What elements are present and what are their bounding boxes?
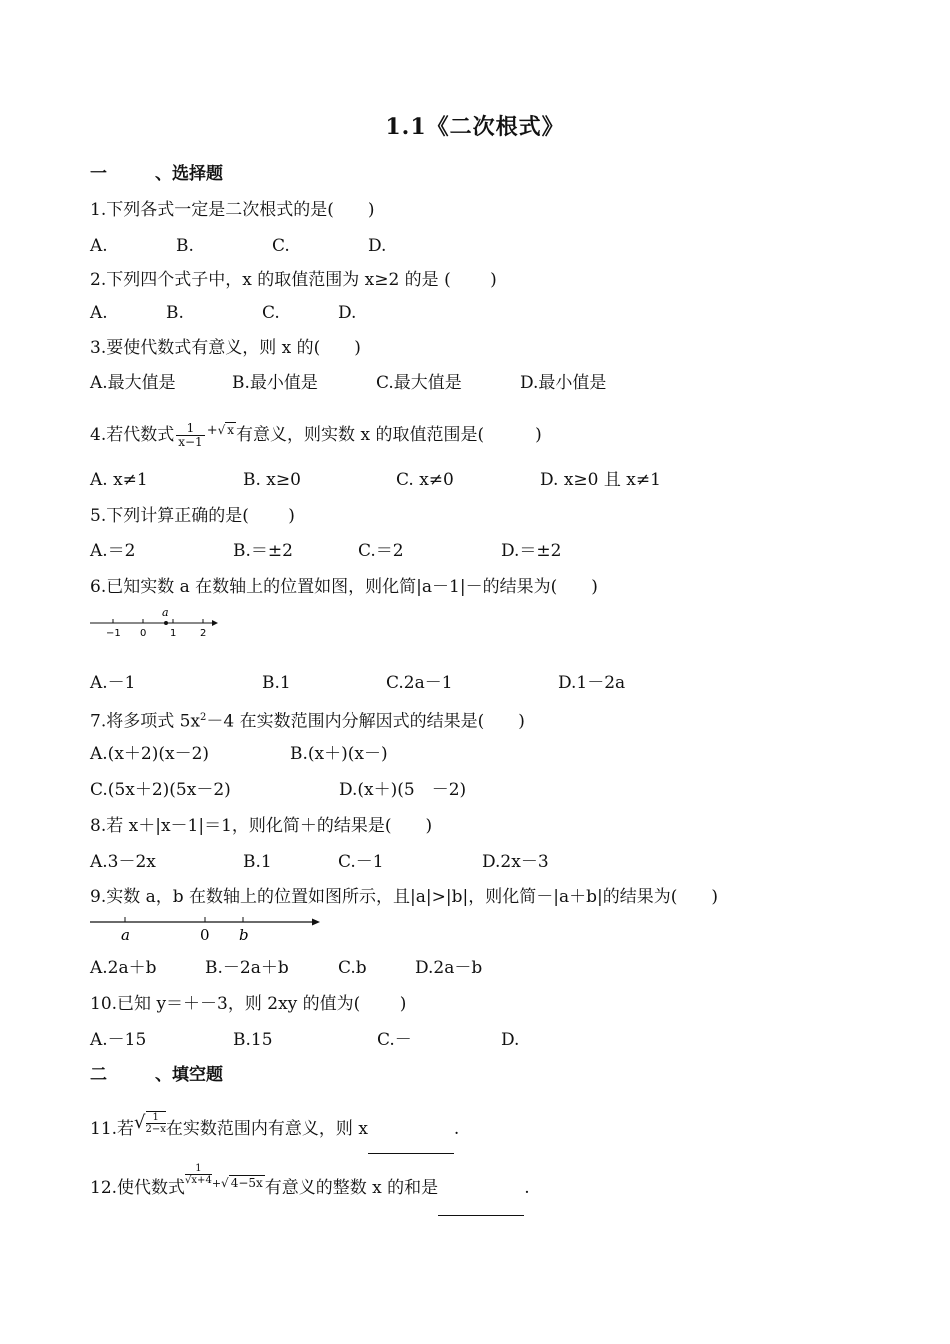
option-b[interactable]: B. [176,236,194,256]
option-d[interactable]: D.(x＋)(5 －2) [339,780,467,800]
option-b[interactable]: B.1 [262,673,291,693]
question-4-prefix: 4.若代数式 [90,425,175,445]
answer-blank[interactable] [438,1199,524,1216]
square-root: √ 4−5x [221,1176,263,1190]
option-b[interactable]: B.15 [233,1030,273,1050]
section-number: 二 [90,1065,107,1085]
option-b[interactable]: B.(x＋)(x－) [290,744,388,764]
option-d[interactable]: D. [368,236,387,256]
option-b[interactable]: B.最小值是 [232,373,318,393]
question-12-suffix: 有意义的整数 x 的和是 [264,1178,439,1198]
tick-label: 0 [140,628,147,639]
fraction-numerator: 1 [195,1163,202,1174]
option-a[interactable]: A.最大值是 [90,373,176,393]
question-11-end: . [453,1119,460,1139]
number-line-figure-2 [88,910,328,946]
section-heading-choice [90,163,223,185]
fraction [185,1163,212,1186]
question-3: 3.要使代数式有意义，则 x 的( ) [90,338,361,358]
option-d[interactable]: D. x≥0 且 x≠1 [540,470,661,490]
option-a[interactable]: A. [90,303,108,323]
option-b[interactable]: B. [166,303,184,323]
tick-label: 1 [170,628,177,639]
fraction [146,1111,166,1135]
option-b[interactable]: B. x≥0 [243,470,301,490]
option-d[interactable]: D.2x－3 [482,852,549,872]
option-a[interactable]: A.3－2x [90,852,156,872]
option-a[interactable]: A.－1 [90,673,136,693]
option-c[interactable]: C.(5x＋2)(5x－2) [90,780,231,800]
question-2: 2.下列四个式子中，x 的取值范围为 x≥2 的是 ( ) [90,270,497,290]
point-a-label: a [162,606,169,619]
question-6: 6.已知实数 a 在数轴上的位置如图，则化简|a－1|－的结果为( ) [90,577,598,597]
square-root: √ $\frac{1}{2-x}$ [134,1112,166,1135]
option-a[interactable]: A.＝2 [90,541,136,561]
question-12-prefix: 12.使代数式 [90,1178,186,1198]
question-11 [90,1098,459,1154]
section-label: 、选择题 [155,164,223,184]
option-c[interactable]: C.－1 [338,852,384,872]
fraction-numerator: 1 [152,1112,159,1123]
fraction-denominator: x+4 [191,1175,212,1186]
question-1: 1.下列各式一定是二次根式的是( ) [90,200,375,220]
point-b-label: b [239,926,249,944]
option-c[interactable]: C.2a－1 [386,673,453,693]
fraction-numerator: 1 [176,422,204,436]
option-d[interactable]: D. [338,303,357,323]
question-11-suffix: 在实数范围内有意义，则 x [165,1119,368,1139]
fraction-denominator-root: √x+4 [185,1175,212,1186]
exponent: 2 [200,712,207,723]
fraction-denominator: x−1 [178,435,203,449]
origin-label: 0 [200,926,210,944]
option-b[interactable]: B.－2a＋b [205,958,289,978]
point-a-label: a [121,926,130,944]
question-7 [90,707,525,733]
option-c[interactable]: C. [272,236,290,256]
question-4-suffix: 有意义，则实数 x 的取值范围是( ) [236,425,542,445]
point-a [164,621,168,625]
question-12 [90,1155,530,1216]
option-a[interactable]: A.－15 [90,1030,147,1050]
question-7-prefix: 7.将多项式 5x [90,711,201,732]
tick-label: 2 [200,628,207,639]
number-line-figure-1 [88,604,223,644]
question-9: 9.实数 a，b 在数轴上的位置如图所示，且|a|>|b|，则化简－|a＋b|的结果为( ) [90,887,718,907]
option-c[interactable]: C.b [338,958,367,978]
option-a[interactable]: A. x≠1 [90,470,148,490]
option-d[interactable]: D.2a－b [415,958,483,978]
question-4 [90,412,542,453]
square-root: √ x [217,423,235,437]
option-c[interactable]: C. x≠0 [396,470,454,490]
plus-sign: + [206,423,218,438]
option-c[interactable]: C.－ [377,1030,412,1050]
section-label: 、填空题 [155,1065,223,1085]
option-d[interactable]: D.1－2a [558,673,626,693]
fraction [176,422,204,449]
answer-blank[interactable] [368,1137,454,1154]
option-c[interactable]: C.＝2 [358,541,404,561]
option-d[interactable]: D.最小值是 [520,373,607,393]
option-a[interactable]: A.(x＋2)(x－2) [90,744,210,764]
option-b[interactable]: B.1 [243,852,272,872]
radicand: x [227,423,235,437]
option-a[interactable]: A.2a＋b [90,958,157,978]
fraction-denominator: 2−x [145,1124,166,1135]
tick-label: −1 [106,628,121,639]
radicand: 4−5x [230,1176,263,1190]
option-c[interactable]: C.最大值是 [376,373,462,393]
question-7-suffix: －4 在实数范围内分解因式的结果是( ) [206,711,525,732]
option-c[interactable]: C. [262,303,280,323]
question-10: 10.已知 y＝＋－3，则 2xy 的值为( ) [90,994,407,1014]
section-number: 一 [90,164,107,184]
question-8: 8.若 x＋|x－1|＝1，则化简＋的结果是( ) [90,816,433,836]
option-d[interactable]: D.＝±2 [501,541,562,561]
question-12-end: . [524,1178,530,1198]
section-heading-fill [90,1064,223,1086]
question-11-prefix: 11.若 [90,1119,135,1139]
option-a[interactable]: A. [90,236,108,256]
plus-sign: + [211,1177,222,1190]
question-5: 5.下列计算正确的是( ) [90,506,295,526]
page-title: 1.1《二次根式》 [385,114,565,140]
option-d[interactable]: D. [501,1030,520,1050]
option-b[interactable]: B.＝±2 [233,541,293,561]
